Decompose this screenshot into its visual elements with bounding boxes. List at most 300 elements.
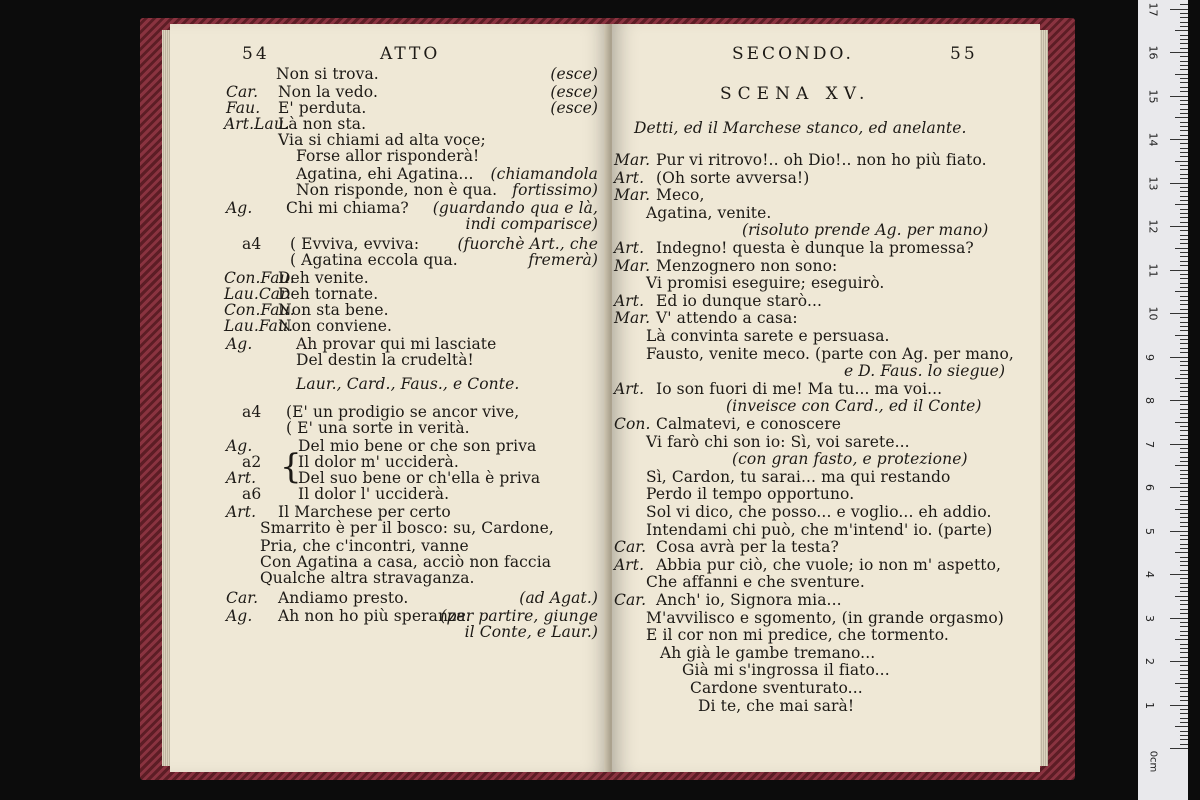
ruler-tick <box>1180 665 1188 666</box>
ruler-tick <box>1170 52 1188 53</box>
ruler-tick <box>1180 200 1188 201</box>
ruler-tick <box>1180 474 1188 475</box>
verse-line: Del suo bene or ch'ella è priva <box>298 469 541 487</box>
ruler-tick <box>1170 313 1188 314</box>
ruler-tick <box>1180 17 1188 18</box>
ruler-tick <box>1180 287 1188 288</box>
ruler-tick <box>1175 552 1188 553</box>
ruler-tick <box>1180 65 1188 66</box>
ruler-tick <box>1180 256 1188 257</box>
ruler-tick <box>1170 96 1188 97</box>
ruler-tick <box>1180 383 1188 384</box>
ruler-tick <box>1180 722 1188 723</box>
stage-aside: (ad Agat.) <box>519 589 598 607</box>
ruler-tick <box>1180 26 1188 27</box>
ruler-tick <box>1180 439 1188 440</box>
verse-line: Ah provar qui mi lasciate <box>296 335 497 353</box>
verse-line: V' attendo a casa: <box>656 309 798 327</box>
ruler-tick <box>1180 187 1188 188</box>
verse-line: Del destin la crudeltà! <box>296 351 474 369</box>
stage-direction: (inveisce con Card., ed il Conte) <box>726 397 982 415</box>
ruler-tick <box>1180 522 1188 523</box>
ruler-tick <box>1180 126 1188 127</box>
ruler-tick <box>1180 130 1188 131</box>
ruler-tick <box>1180 452 1188 453</box>
verse-line: Deh tornate. <box>278 285 379 303</box>
ruler-tick <box>1180 644 1188 645</box>
verse-line: M'avvilisco e sgomento, (in grande orgasmo) <box>646 609 1004 627</box>
verse-line: ( Agatina eccola qua. <box>290 251 458 269</box>
ruler-number: 10 <box>1146 306 1160 321</box>
speaker-label: Con. <box>614 415 651 433</box>
ruler-tick <box>1170 574 1188 575</box>
ruler-tick <box>1180 387 1188 388</box>
ruler-tick <box>1180 513 1188 514</box>
page-number: 55 <box>950 44 978 64</box>
verse-line: Sol vi dico, che posso... e voglio... eh addio. <box>646 503 992 521</box>
ruler-number: 15 <box>1146 89 1160 103</box>
ruler-tick <box>1180 343 1188 344</box>
ruler-tick <box>1180 148 1188 149</box>
speaker-label: Art. <box>614 380 645 398</box>
ruler-tick <box>1180 100 1188 101</box>
verse-line: Fausto, venite meco. (parte con Ag. per mano, <box>646 345 1014 363</box>
ruler-tick <box>1180 561 1188 562</box>
verse-line: ( Evviva, evviva: <box>290 235 420 253</box>
ruler-tick <box>1175 726 1188 727</box>
stage-direction: Laur., Card., Faus., e Conte. <box>296 375 520 393</box>
ruler-tick <box>1180 652 1188 653</box>
ruler-tick <box>1175 335 1188 336</box>
ruler-tick <box>1170 705 1188 706</box>
verse-line: E' perduta. <box>278 99 367 117</box>
ruler-tick <box>1175 30 1188 31</box>
ruler-tick <box>1180 322 1188 323</box>
stage-aside: (fuorchè Art., che <box>457 235 598 253</box>
ruler-tick <box>1180 448 1188 449</box>
speaker-label: Con.Fau. <box>224 301 295 319</box>
ruler-tick <box>1175 596 1188 597</box>
ruler-tick <box>1170 139 1188 140</box>
ruler-tick <box>1180 526 1188 527</box>
ruler-tick <box>1180 87 1188 88</box>
ruler-tick <box>1180 539 1188 540</box>
verse-line: Sì, Cardon, tu sarai... ma qui restando <box>646 468 951 486</box>
verse-line: Indegno! questa è dunque la promessa? <box>656 239 974 257</box>
speaker-label: a6 <box>242 485 262 503</box>
ruler-tick <box>1180 600 1188 601</box>
ruler-tick <box>1180 709 1188 710</box>
verse-line: Già mi s'ingrossa il fiato... <box>682 661 890 679</box>
ruler-tick <box>1180 557 1188 558</box>
stage-aside: (per partire, giunge <box>440 607 598 625</box>
ruler-number: 4 <box>1143 571 1156 578</box>
speaker-label: Art. <box>226 469 257 487</box>
measuring-ruler <box>1138 0 1188 800</box>
ruler-tick <box>1180 283 1188 284</box>
ruler-tick <box>1180 517 1188 518</box>
ruler-tick <box>1180 178 1188 179</box>
ruler-tick <box>1180 317 1188 318</box>
ruler-tick <box>1180 365 1188 366</box>
ruler-number: 12 <box>1146 219 1160 234</box>
verse-line: Pria, che c'incontri, vanne <box>260 537 469 555</box>
verse-line: Chi mi chiama? <box>286 199 409 217</box>
ruler-tick <box>1180 213 1188 214</box>
verse-line: Vi promisi eseguire; eseguirò. <box>646 274 885 292</box>
ruler-tick <box>1180 744 1188 745</box>
ruler-tick <box>1175 74 1188 75</box>
ruler-tick <box>1180 417 1188 418</box>
stage-direction: (con gran fasto, e protezione) <box>732 450 968 468</box>
ruler-tick <box>1180 731 1188 732</box>
ruler-tick <box>1180 43 1188 44</box>
speaker-label: Car. <box>226 589 259 607</box>
speaker-label: a4 <box>242 403 262 421</box>
verse-line: Non si trova. <box>276 65 379 83</box>
ruler-tick <box>1180 696 1188 697</box>
verse-line: Il dolor m' ucciderà. <box>298 453 459 471</box>
verse-line: Pur vi ritrovo!.. oh Dio!.. non ho più fiato. <box>656 151 987 169</box>
ruler-tick <box>1180 604 1188 605</box>
ruler-tick <box>1170 357 1188 358</box>
ruler-tick <box>1180 109 1188 110</box>
verse-line: Via si chiami ad alta voce; <box>278 131 486 149</box>
ruler-tick <box>1180 196 1188 197</box>
running-head: ATTO <box>380 44 441 64</box>
speaker-label: Car. <box>614 591 647 609</box>
ruler-number: 13 <box>1146 176 1160 190</box>
ruler-tick <box>1180 670 1188 671</box>
ruler-tick <box>1180 22 1188 23</box>
ruler-tick <box>1180 326 1188 327</box>
verse-line: E il cor non mi predice, che tormento. <box>646 626 949 644</box>
verse-line: Vi farò chi son io: Sì, voi sarete... <box>646 433 910 451</box>
ruler-tick <box>1180 230 1188 231</box>
ruler-tick <box>1180 470 1188 471</box>
ruler-tick <box>1180 374 1188 375</box>
ruler-tick <box>1180 583 1188 584</box>
ruler-tick <box>1180 222 1188 223</box>
ruler-tick <box>1180 309 1188 310</box>
speaker-label: Fau. <box>226 99 261 117</box>
scene-title: SCENA XV. <box>720 84 871 104</box>
verse-line: Calmatevi, e conoscere <box>656 415 841 433</box>
ruler-tick <box>1180 252 1188 253</box>
ruler-tick <box>1180 648 1188 649</box>
stage-aside: (esce) <box>550 65 598 83</box>
ruler-tick <box>1180 678 1188 679</box>
ruler-tick <box>1180 61 1188 62</box>
ruler-tick <box>1180 739 1188 740</box>
verse-line: Il Marchese per certo <box>278 503 451 521</box>
ruler-tick <box>1180 548 1188 549</box>
verse-line: Deh venite. <box>278 269 369 287</box>
ruler-tick <box>1180 217 1188 218</box>
ruler-tick <box>1175 639 1188 640</box>
ruler-tick <box>1170 618 1188 619</box>
stage-aside: (esce) <box>550 99 598 117</box>
ruler-tick <box>1170 444 1188 445</box>
page-number: 54 <box>242 44 270 64</box>
verse-line: ( E' una sorte in verità. <box>286 419 470 437</box>
ruler-tick <box>1180 243 1188 244</box>
ruler-tick <box>1180 235 1188 236</box>
ruler-tick <box>1180 391 1188 392</box>
ruler-tick <box>1180 300 1188 301</box>
ruler-tick <box>1180 635 1188 636</box>
ruler-tick <box>1180 718 1188 719</box>
ruler-tick <box>1175 683 1188 684</box>
verse-line: Là non sta. <box>278 115 367 133</box>
speaker-label: Con.Fau. <box>224 269 295 287</box>
ruler-tick <box>1180 565 1188 566</box>
ruler-tick <box>1170 183 1188 184</box>
speaker-label: Lau.Car. <box>224 285 291 303</box>
ruler-tick <box>1175 117 1188 118</box>
ruler-tick <box>1180 435 1188 436</box>
ruler-tick <box>1180 274 1188 275</box>
ruler-tick <box>1180 330 1188 331</box>
ruler-tick <box>1180 609 1188 610</box>
ruler-tick <box>1175 509 1188 510</box>
stage-direction: (risoluto prende Ag. per mano) <box>742 221 989 239</box>
verse-line: (E' un prodigio se ancor vive, <box>286 403 520 421</box>
ruler-number: 3 <box>1143 614 1156 622</box>
verse-line: Menzognero non sono: <box>656 257 838 275</box>
ruler-tick <box>1180 35 1188 36</box>
speaker-label: Ag. <box>226 335 253 353</box>
ruler-tick <box>1180 430 1188 431</box>
speaker-label: Art. <box>614 556 645 574</box>
verse-line: Forse allor risponderà! <box>296 147 480 165</box>
ruler-tick <box>1180 504 1188 505</box>
ruler-tick <box>1180 56 1188 57</box>
ruler-tick <box>1180 587 1188 588</box>
speaker-label: Car. <box>614 538 647 556</box>
ruler-tick <box>1180 457 1188 458</box>
speaker-label: Ag. <box>226 199 253 217</box>
ruler-tick <box>1180 626 1188 627</box>
ruler-tick <box>1180 91 1188 92</box>
ruler-tick <box>1180 152 1188 153</box>
ruler-tick <box>1180 191 1188 192</box>
ruler-tick <box>1180 239 1188 240</box>
verse-line: Perdo il tempo opportuno. <box>646 485 855 503</box>
ruler-tick <box>1180 104 1188 105</box>
ruler-tick <box>1175 291 1188 292</box>
ruler-tick <box>1180 370 1188 371</box>
ruler-tick <box>1180 500 1188 501</box>
ruler-tick <box>1170 661 1188 662</box>
ruler-tick <box>1180 361 1188 362</box>
ruler-tick <box>1180 570 1188 571</box>
verse-line: Meco, <box>656 186 705 204</box>
ruler-number: 2 <box>1143 658 1156 665</box>
ruler-tick <box>1180 687 1188 688</box>
verse-line: Io son fuori di me! Ma tu... ma voi... <box>656 380 943 398</box>
ruler-number: 1 <box>1143 701 1156 709</box>
stage-aside: indi comparisce) <box>465 215 598 233</box>
stage-direction: e D. Faus. lo siegue) <box>844 362 1006 380</box>
ruler-number: 9 <box>1143 353 1156 361</box>
ruler-tick <box>1180 496 1188 497</box>
speaker-label: Car. <box>226 83 259 101</box>
page-edges <box>1040 30 1048 766</box>
speaker-label: Art.Lau. <box>224 115 290 133</box>
ruler-tick <box>1180 69 1188 70</box>
verse-line: Agatina, ehi Agatina... <box>296 165 474 183</box>
speaker-label: a4 <box>242 235 262 253</box>
ruler-tick <box>1180 304 1188 305</box>
ruler-tick <box>1180 491 1188 492</box>
speaker-label: Art. <box>614 292 645 310</box>
ruler-tick <box>1175 378 1188 379</box>
ruler-tick <box>1175 204 1188 205</box>
ruler-unit-label: 0cm <box>1147 750 1159 773</box>
speaker-label: Art. <box>614 239 645 257</box>
ruler-tick <box>1180 591 1188 592</box>
ruler-number: 5 <box>1143 527 1156 535</box>
left-page <box>170 24 610 772</box>
ruler-tick <box>1175 161 1188 162</box>
verse-line: Intendami chi può, che m'intend' io. (parte) <box>646 521 993 539</box>
ruler-tick <box>1180 631 1188 632</box>
ruler-tick <box>1180 535 1188 536</box>
verse-line: Non sta bene. <box>278 301 389 319</box>
verse-line: Cosa avrà per la testa? <box>656 538 839 556</box>
verse-line: Ah già le gambe tremano... <box>660 644 876 662</box>
verse-line: Cardone sventurato... <box>690 679 863 697</box>
ruler-tick <box>1180 483 1188 484</box>
ruler-number: 6 <box>1143 484 1156 491</box>
running-head: SECONDO. <box>732 44 854 64</box>
ruler-tick <box>1180 296 1188 297</box>
stage-aside: (chiamandola <box>490 165 598 183</box>
verse-line: Con Agatina a casa, acciò non faccia <box>260 553 552 571</box>
ruler-tick <box>1180 404 1188 405</box>
ruler-tick <box>1180 622 1188 623</box>
ruler-tick <box>1180 413 1188 414</box>
verse-line: Ed io dunque starò... <box>656 292 823 310</box>
speaker-label: Art. <box>614 169 645 187</box>
ruler-tick <box>1180 143 1188 144</box>
page-edges-left <box>162 30 170 766</box>
ruler-tick <box>1180 613 1188 614</box>
stage-aside: fortissimo) <box>512 181 598 199</box>
ruler-tick <box>1175 248 1188 249</box>
stage-aside: (guardando qua e là, <box>432 199 598 217</box>
ruler-tick <box>1180 156 1188 157</box>
verse-line: Non la vedo. <box>278 83 378 101</box>
verse-line: Smarrito è per il bosco: su, Cardone, <box>260 519 554 537</box>
verse-line: Agatina, venite. <box>646 204 772 222</box>
ruler-tick <box>1180 265 1188 266</box>
verse-line: Il dolor l' ucciderà. <box>298 485 450 503</box>
ruler-tick <box>1180 657 1188 658</box>
ruler-tick <box>1180 478 1188 479</box>
ruler-tick <box>1180 674 1188 675</box>
verse-line: Qualche altra stravaganza. <box>260 569 475 587</box>
ruler-tick <box>1180 39 1188 40</box>
verse-line: Che affanni e che sventure. <box>646 573 865 591</box>
speaker-label: Ag. <box>226 607 253 625</box>
ruler-tick <box>1180 261 1188 262</box>
stage-aside: (esce) <box>550 83 598 101</box>
verse-line: Di te, che mai sarà! <box>698 697 855 715</box>
speaker-label: Art. <box>226 503 257 521</box>
verse-line: (Oh sorte avversa!) <box>656 169 810 187</box>
verse-line: Abbia pur ciò, che vuole; io non m' aspetto, <box>656 556 1002 574</box>
ruler-tick <box>1180 82 1188 83</box>
verse-line: Del mio bene or che son priva <box>298 437 537 455</box>
ruler-tick <box>1180 348 1188 349</box>
ruler-tick <box>1180 544 1188 545</box>
ruler-tick <box>1180 713 1188 714</box>
ruler-tick <box>1180 48 1188 49</box>
verse-line: Non risponde, non è qua. <box>296 181 498 199</box>
speaker-label: a2 <box>242 453 262 471</box>
ruler-tick <box>1180 13 1188 14</box>
ruler-tick <box>1170 400 1188 401</box>
ruler-tick <box>1170 9 1188 10</box>
verse-line: Anch' io, Signora mia... <box>656 591 842 609</box>
speaker-label: Lau.Fau. <box>224 317 294 335</box>
ruler-tick <box>1180 113 1188 114</box>
speaker-label: Mar. <box>614 309 651 327</box>
ruler-number: 11 <box>1146 263 1160 277</box>
brace-mark: { <box>280 447 302 487</box>
speaker-label: Mar. <box>614 151 651 169</box>
ruler-tick <box>1180 122 1188 123</box>
ruler-tick <box>1180 426 1188 427</box>
stage-aside: il Conte, e Laur.) <box>464 623 598 641</box>
ruler-tick <box>1175 422 1188 423</box>
ruler-tick <box>1180 165 1188 166</box>
speaker-label: Ag. <box>226 437 253 455</box>
stage-aside: fremerà) <box>528 251 598 269</box>
verse-line: Andiamo presto. <box>278 589 409 607</box>
ruler-tick <box>1180 78 1188 79</box>
ruler-tick <box>1170 531 1188 532</box>
right-page <box>612 24 1040 772</box>
verse-line: Là convinta sarete e persuasa. <box>646 327 890 345</box>
ruler-tick <box>1180 209 1188 210</box>
ruler-number: 8 <box>1143 397 1156 404</box>
ruler-tick <box>1170 487 1188 488</box>
ruler-tick <box>1180 700 1188 701</box>
ruler-number: 16 <box>1146 45 1160 60</box>
ruler-tick <box>1170 748 1188 749</box>
ruler-tick <box>1180 461 1188 462</box>
speaker-label: Mar. <box>614 257 651 275</box>
ruler-tick <box>1180 578 1188 579</box>
ruler-number: 7 <box>1143 440 1156 448</box>
ruler-tick <box>1180 409 1188 410</box>
stage-direction: Detti, ed il Marchese stanco, ed anelante. <box>634 119 967 137</box>
ruler-tick <box>1180 396 1188 397</box>
ruler-number: 14 <box>1146 132 1160 147</box>
ruler-tick <box>1180 691 1188 692</box>
verse-line: Non conviene. <box>278 317 393 335</box>
ruler-number: 17 <box>1146 2 1160 16</box>
ruler-tick <box>1180 278 1188 279</box>
ruler-tick <box>1175 465 1188 466</box>
speaker-label: Mar. <box>614 186 651 204</box>
ruler-tick <box>1170 226 1188 227</box>
ruler-tick <box>1180 735 1188 736</box>
ruler-tick <box>1180 174 1188 175</box>
